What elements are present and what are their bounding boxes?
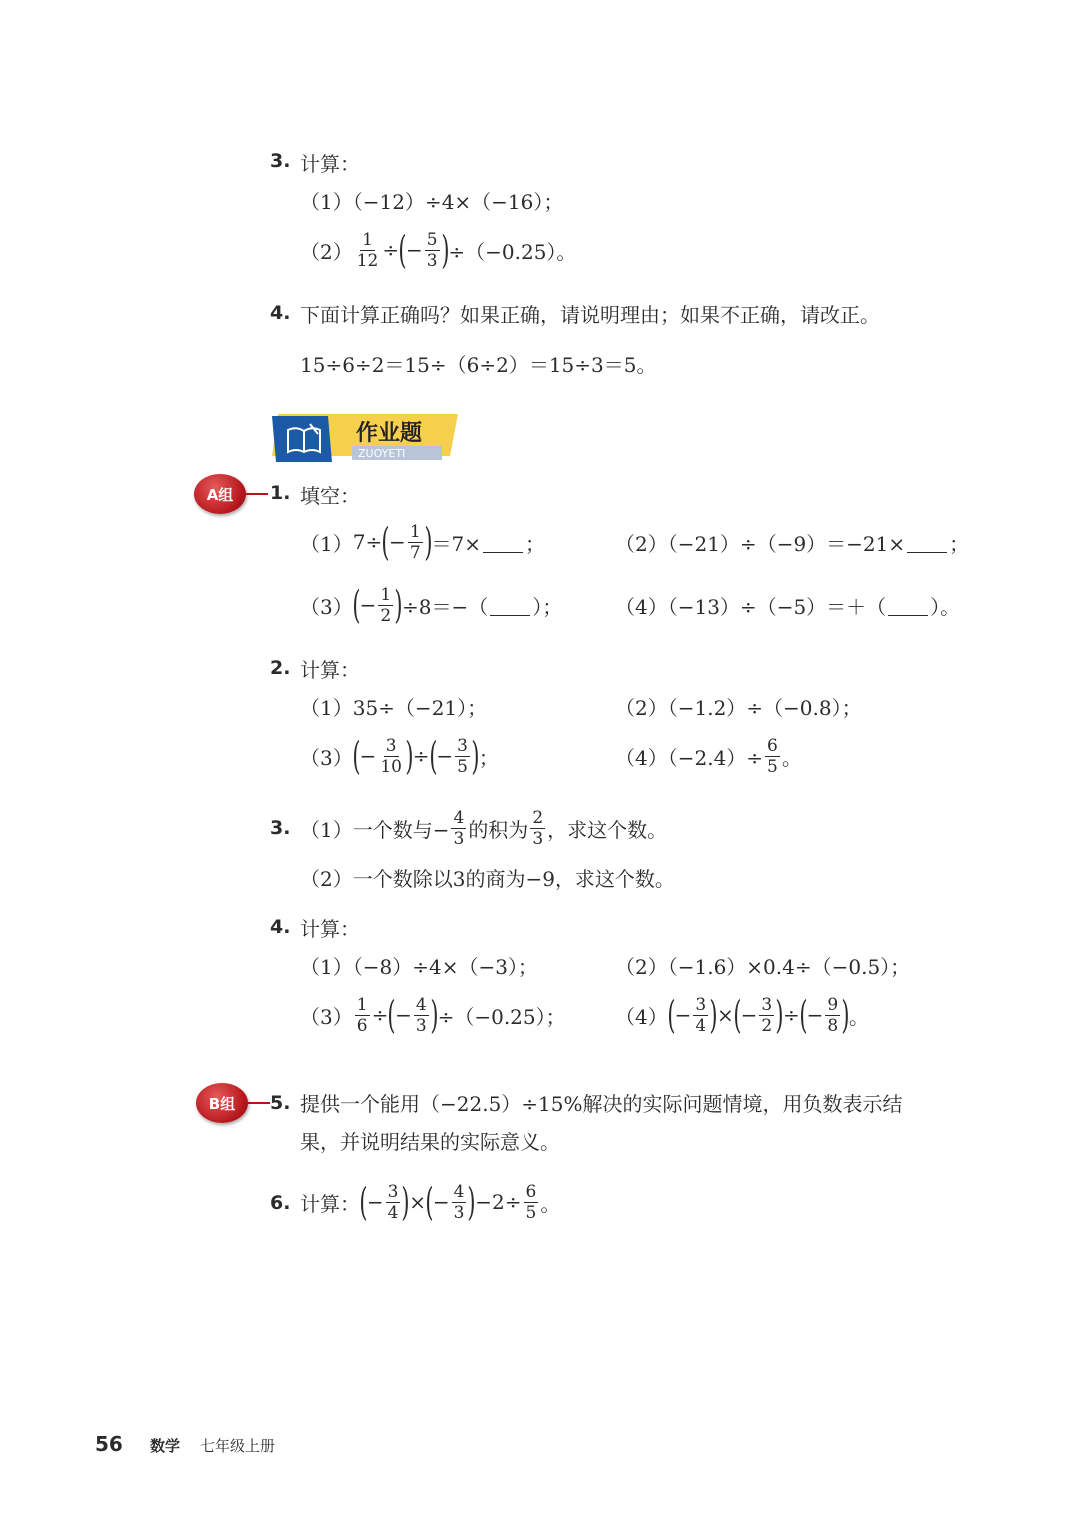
fraction: $\frac{6}{5}$ — [525, 1181, 537, 1223]
footer-subject: 数学 — [150, 1437, 181, 1455]
fraction: $\frac{1}{12}$ — [356, 229, 379, 271]
question-title: 计算： — [300, 151, 360, 176]
fraction: $\frac{3}{2}$ — [761, 994, 773, 1036]
question-title: 计算： — [300, 916, 360, 941]
sub-question: （3） $\frac{1}{6}$ ÷ ( − $\frac{4}{3}$ ) ÷（−0.25）； — [300, 993, 566, 1037]
answer-blank[interactable] — [483, 532, 523, 553]
expression: 15÷6÷2＝15÷（6÷2）＝15÷3＝5。 — [300, 352, 657, 377]
answer-blank[interactable] — [907, 532, 947, 553]
question-number: 5. — [270, 1092, 291, 1114]
sub-question: （1）（−8）÷4×（−3）； — [300, 954, 538, 979]
fraction: $\frac{4}{3}$ — [415, 994, 427, 1036]
homework-header — [272, 412, 462, 462]
sub-question: （2）（−1.6）×0.4÷（−0.5）； — [615, 954, 911, 979]
sub-question: （1）35÷（−21）； — [300, 695, 488, 720]
question-text: 计算： ( − $\frac{3}{4}$ ) × ( − $\frac{4}{3}$ ) −2÷ $\frac{6}{5}$ 。 — [300, 1180, 561, 1224]
book-icon — [284, 422, 324, 456]
fraction: $\frac{3}{10}$ — [380, 735, 402, 777]
fraction: $\frac{1}{6}$ — [356, 994, 368, 1036]
answer-blank[interactable] — [888, 595, 928, 616]
question-number: 4. — [270, 916, 291, 938]
question-number: 2. — [270, 657, 291, 679]
sub-question: （1）一个数与− $\frac{4}{3}$ 的积为 $\frac{2}{3}$ ，求这个数。 — [300, 807, 668, 849]
sub-question: （2）（−21）÷（−9）＝−21× ； — [615, 531, 970, 556]
fraction: $\frac{5}{3}$ — [426, 229, 438, 271]
fraction: $\frac{6}{5}$ — [767, 735, 778, 777]
sub-question: （1） 7÷ ( − $\frac{1}{7}$ ) ＝7× ； — [300, 520, 545, 564]
question-title: 填空： — [300, 483, 360, 508]
question-title: 计算： — [300, 657, 360, 682]
question-title: 下面计算正确吗？如果正确，请说明理由；如果不正确，请改正。 — [300, 302, 880, 327]
footer-grade: 七年级上册 — [200, 1437, 276, 1455]
fraction: $\frac{1}{7}$ — [409, 521, 421, 563]
question-number: 6. — [270, 1192, 291, 1214]
sub-question: （2） $\frac{1}{12}$ ÷ ( − $\frac{5}{3}$ ) ÷（−0.25）。 — [300, 228, 577, 272]
group-a-badge: A组 — [194, 474, 246, 514]
label: （2） — [300, 239, 353, 264]
question-number: 3. — [270, 817, 291, 839]
header-title: 作业题 — [356, 421, 423, 446]
page-number: 56 — [95, 1432, 123, 1456]
answer-blank[interactable] — [490, 595, 530, 616]
fraction: $\frac{4}{3}$ — [453, 807, 465, 849]
fraction: $\frac{4}{3}$ — [453, 1181, 465, 1223]
badge-pointer — [244, 1102, 270, 1104]
group-b-badge: B组 — [196, 1083, 248, 1123]
sub-question: （4） ( − $\frac{3}{4}$ ) × ( − $\frac{3}{2}$ ) ÷ ( − $\frac{9}{8}$ ) 。 — [615, 993, 870, 1037]
badge-pointer — [242, 493, 268, 495]
sub-question: （2）一个数除以3的商为−9，求这个数。 — [300, 866, 675, 891]
sub-question: （3） ( − $\frac{3}{10}$ ) ÷ ( − $\frac{3}{5}$ ) ； — [300, 734, 499, 778]
fraction: $\frac{9}{8}$ — [827, 994, 839, 1036]
fraction: $\frac{2}{3}$ — [532, 807, 544, 849]
sub-question: （2）（−1.2）÷（−0.8）； — [615, 695, 862, 720]
fraction: $\frac{3}{5}$ — [457, 735, 468, 777]
sub-question: （4）（−13）÷（−5）＝＋（ ）。 — [615, 594, 961, 619]
fraction: $\frac{1}{2}$ — [380, 584, 392, 626]
fraction: $\frac{3}{4}$ — [695, 994, 707, 1036]
sub-question: （4）（−2.4）÷ $\frac{6}{5}$ 。 — [615, 735, 802, 777]
question-text: 果，并说明结果的实际意义。 — [300, 1129, 560, 1154]
question-number: 4. — [270, 302, 291, 324]
fraction: $\frac{3}{4}$ — [387, 1181, 399, 1223]
question-text: 提供一个能用（−22.5）÷15%解决的实际问题情境，用负数表示结 — [300, 1091, 903, 1116]
header-subtitle: ZUOYETI — [358, 447, 406, 460]
question-number: 1. — [270, 482, 291, 504]
sub-question: （1）（−12）÷4×（−16）； — [300, 189, 564, 214]
sub-question: （3） ( − $\frac{1}{2}$ ) ÷8＝−（ ）； — [300, 583, 563, 627]
question-number: 3. — [270, 150, 291, 172]
